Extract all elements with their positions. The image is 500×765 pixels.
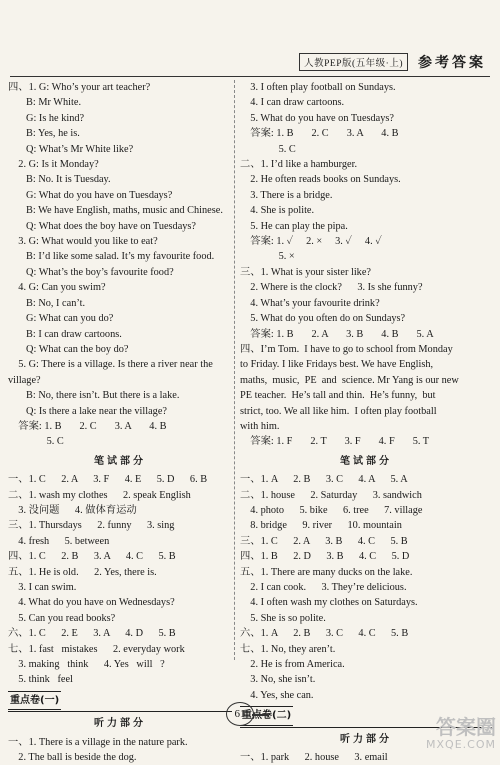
watermark <box>408 716 496 754</box>
section-heading: 听力部分 <box>340 733 392 745</box>
paper-title-rule <box>8 711 232 712</box>
answer-line: 一、1. There is a village in the nature park. <box>8 736 188 748</box>
answer-line: B: No, there isn’t. But there is a lake. <box>8 390 180 402</box>
answer-line: 3. There is a bridge. <box>240 189 333 201</box>
answer-line: 二、1. wash my clothes 2. speak English <box>8 489 191 501</box>
answer-line: 4. I can draw cartoons. <box>240 97 345 109</box>
answer-line: 4. Yes, she can. <box>240 689 314 701</box>
answer-line: 3. making think 4. Yes will ? <box>8 659 165 671</box>
answer-line: 答案: 1. B 2. C 3. A 4. B <box>8 420 167 432</box>
answer-line: G: Is he kind? <box>8 112 85 124</box>
answer-line: 六、1. A 2. B 3. C 4. C 5. B <box>240 628 409 640</box>
answer-line: 四、I’m Tom. I have to go to school from Monday <box>240 343 453 355</box>
answer-line: 三、1. What is your sister like? <box>240 266 371 278</box>
answer-line: 2. He is from America. <box>240 659 345 671</box>
answer-line: 5. think feel <box>8 674 73 686</box>
right-column <box>240 80 492 765</box>
answer-line: 3. No, she isn’t. <box>240 674 316 686</box>
answer-line: B: No, I can’t. <box>8 297 86 309</box>
answer-line: B: I can draw cartoons. <box>8 328 122 340</box>
answer-line: 5. He can play the pipa. <box>240 220 348 232</box>
answer-line: 5. What do you have on Tuesdays? <box>240 112 394 124</box>
answer-line: 2. I can cook. 3. They’re delicious. <box>240 582 407 593</box>
answer-line: 三、1. Thursdays 2. funny 3. sing <box>8 520 175 532</box>
answer-line: 答案: 1. B 2. A 3. B 4. B 5. A <box>240 328 434 340</box>
answer-line: 一、1. C 2. A 3. F 4. E 5. D 6. B <box>8 474 208 486</box>
answer-line: 4. fresh 5. between <box>8 535 110 547</box>
page-number-tail <box>252 714 268 716</box>
answer-line: 4. I often wash my clothes on Saturdays. <box>240 597 418 609</box>
answer-line: G: What can you do? <box>8 313 114 325</box>
answer-line: 答案: 1. ✓ 2. × 3. ✓ 4. ✓ <box>240 236 382 248</box>
answer-line: village? <box>8 374 41 386</box>
answer-line: Q: What can the boy do? <box>8 343 129 355</box>
answer-line: 一、1. park 2. house 3. email <box>240 752 388 764</box>
answer-line: 3. I often play football on Sundays. <box>240 82 396 93</box>
page-title: 参考答案 <box>418 55 486 71</box>
watermark-logo: 答案圈 <box>436 715 496 739</box>
answer-line: 二、1. I’d like a hamburger. <box>240 159 358 171</box>
answer-line: Q: What’s Mr White like? <box>8 143 134 155</box>
answer-line: B: I’d like some salad. It’s my favourite food. <box>8 251 215 263</box>
paper-title: 重点卷(二) <box>240 706 293 725</box>
answer-line: 5. C <box>8 436 64 448</box>
answer-line: 4. She is polite. <box>240 205 315 217</box>
answer-line: maths, music, PE and science. Mr Yang is our new <box>240 374 459 386</box>
page-header <box>299 52 486 72</box>
answer-line: 3. 没问题 4. 做体育运动 <box>8 504 137 516</box>
answer-line: 六、1. C 2. E 3. A 4. D 5. B <box>8 628 176 640</box>
answer-line: Q: What’s the boy’s favourite food? <box>8 266 174 278</box>
answer-line: 四、1. C 2. B 3. A 4. C 5. B <box>8 551 176 563</box>
answer-line: 2. The ball is beside the dog. <box>8 752 137 764</box>
answer-line: B: We have English, maths, music and Chinese. <box>8 205 223 217</box>
answer-line: 8. bridge 9. river 10. mountain <box>240 520 402 532</box>
answer-line: G: What do you have on Tuesdays? <box>8 189 173 201</box>
answer-line: 5. What do you often do on Sundays? <box>240 313 406 325</box>
answer-line: 3. G: What would you like to eat? <box>8 236 158 248</box>
header-rule <box>10 76 490 77</box>
edition-label: 人教PEP版(五年级·上) <box>299 53 408 71</box>
answer-line: 答案: 1. B 2. C 3. A 4. B <box>240 128 399 140</box>
paper-title: 重点卷(一) <box>8 691 61 710</box>
answer-line: 三、1. C 2. A 3. B 4. C 5. B <box>240 535 408 547</box>
answer-line: 二、1. house 2. Saturday 3. sandwich <box>240 489 422 501</box>
answer-line: 五、1. He is old. 2. Yes, there is. <box>8 566 157 578</box>
column-divider <box>234 80 235 660</box>
answer-line: 答案: 1. F 2. T 3. F 4. F 5. T <box>240 436 430 448</box>
answer-line: strict, too. We all like him. I often play football <box>240 405 437 417</box>
answer-line: 七、1. fast mistakes 2. everyday work <box>8 643 185 655</box>
answer-line: 一、1. A 2. B 3. C 4. A 5. A <box>240 474 408 486</box>
answer-line: 七、1. No, they aren’t. <box>240 643 336 655</box>
watermark-url: MXQE.COM <box>426 738 496 751</box>
answer-line: 4. What do you have on Wednesdays? <box>8 597 175 609</box>
answer-line: 四、1. G: Who’s your art teacher? <box>8 82 151 93</box>
answer-line: with him. <box>240 420 280 432</box>
answer-line: 2. He often reads books on Sundays. <box>240 174 401 186</box>
answer-line: Q: Is there a lake near the village? <box>8 405 167 417</box>
answer-line: 五、1. There are many ducks on the lake. <box>240 566 413 578</box>
answer-line: 4. G: Can you swim? <box>8 282 106 294</box>
answer-line: 5. G: There is a village. Is there a river near the <box>8 359 213 371</box>
answer-line: 5. C <box>240 143 296 155</box>
answer-line: 四、1. B 2. D 3. B 4. C 5. D <box>240 551 410 563</box>
answer-line: B: Yes, he is. <box>8 128 80 140</box>
page-number: 61 <box>226 702 254 726</box>
answer-line: B: No. It is Tuesday. <box>8 174 111 186</box>
section-heading: 笔试部分 <box>94 455 146 467</box>
section-heading: 笔试部分 <box>340 455 392 467</box>
answer-line: 2. Where is the clock? 3. Is she funny? <box>240 282 423 294</box>
answer-line: 4. photo 5. bike 6. tree 7. village <box>240 504 423 516</box>
answer-line: 2. G: Is it Monday? <box>8 159 99 171</box>
answer-line: 4. What’s your favourite drink? <box>240 297 380 309</box>
answer-line: 5. She is so polite. <box>240 612 326 624</box>
answer-line: to Friday. I like Fridays best. We have English, <box>240 359 434 371</box>
answer-line: 5. × <box>240 251 295 263</box>
answer-line: B: Mr White. <box>8 97 82 109</box>
paper-title-row <box>8 688 232 712</box>
section-heading: 听力部分 <box>94 718 146 730</box>
left-column <box>8 80 232 765</box>
answer-line: PE teacher. He’s tall and thin. He’s funny, but <box>240 390 436 402</box>
answer-line: 5. Can you read books? <box>8 612 116 624</box>
answer-line: Q: What does the boy have on Tuesdays? <box>8 220 196 232</box>
answer-line: 3. I can swim. <box>8 582 77 593</box>
